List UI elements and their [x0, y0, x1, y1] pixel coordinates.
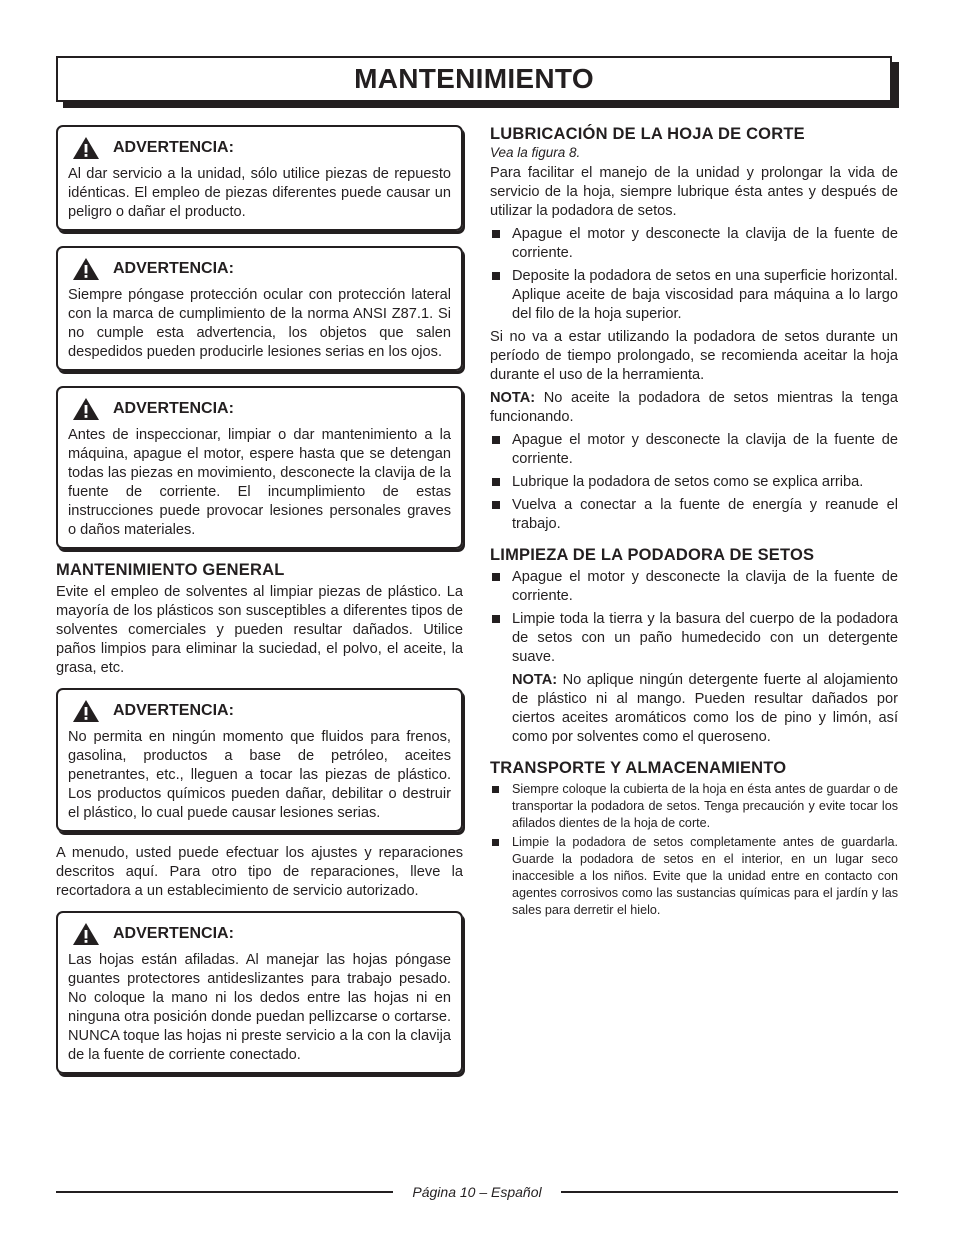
warning-text: Siempre póngase protección ocular con protección lateral con la marca de cumplimiento de la norma ANSI Z87.1. Si no cumple esta advertencia, los objetos que salen despedidos pueden producirle lesiones serias en los ojos.	[68, 287, 451, 360]
transport-steps	[490, 781, 898, 919]
footer-rule-right	[561, 1191, 898, 1193]
bullet-square-icon	[492, 230, 500, 238]
lubrication-note	[490, 389, 898, 427]
page-footer	[56, 1182, 898, 1202]
list-item: Siempre coloque la cubierta de la hoja en ésta antes de guardar o de transportar la podadora de setos. Tenga precaución y evite tocar los afilados dientes de la hoja de corte.	[490, 781, 898, 832]
page-number: Página 10 – Español	[412, 1184, 542, 1200]
bullet-square-icon	[492, 478, 500, 486]
list-item: Limpie la podadora de setos completamente antes de guardarla. Guarde la podadora de setos en el interior, en un lugar seco inaccesible a los niños. Evite que la unidad entre en contacto con agentes corrosivos como las sustancias químicas para el jardín y las sales para derretir el hielo.	[490, 834, 898, 919]
warning-triangle-icon	[72, 257, 100, 281]
page-title-box	[56, 56, 892, 102]
warning-text: No permita en ningún momento que fluidos para frenos, gasolina, productos a base de petróleo, aceites penetrantes, etc., lleguen a tocar las piezas de plástico. Los productos químicos pueden dañar, debilitar o destruir el plástico, lo cual puede causar lesiones serias.	[68, 729, 451, 821]
lubrication-intro: Para facilitar el manejo de la unidad y prolongar la vida de servicio de la hoja, siempre lubrique ésta antes y después de utilizar la podadora de setos.	[490, 165, 898, 219]
note-label: NOTA:	[512, 672, 558, 688]
warning-heading: ADVERTENCIA:	[113, 400, 234, 417]
lubrication-long-text: Si no va a estar utilizando la podadora de setos durante un período de tiempo prolongado, se recomienda aceitar la hoja durante el uso de la herramienta.	[490, 329, 898, 383]
repair-text: A menudo, usted puede efectuar los ajustes y reparaciones descritos aquí. Para otro tipo de reparaciones, lleve la recortadora a un establecimiento de servicio autorizado.	[56, 845, 463, 899]
bullet-square-icon	[492, 573, 500, 581]
lubrication-steps	[490, 225, 898, 324]
note-label: NOTA:	[490, 390, 536, 406]
list-item: Apague el motor y desconecte la clavija de la fuente de corriente.	[490, 568, 898, 606]
list-item: Apague el motor y desconecte la clavija de la fuente de corriente.	[490, 431, 898, 469]
note-text: No aceite la podadora de setos mientras la tenga funcionando.	[490, 390, 898, 425]
list-item: Deposite la podadora de setos en una superficie horizontal. Aplique aceite de baja viscosidad para máquina a lo largo del filo de la hoja superior.	[490, 267, 898, 324]
warning-box-3	[56, 386, 463, 549]
bullet-square-icon	[492, 436, 500, 444]
page-title: MANTENIMIENTO	[354, 63, 594, 94]
bullet-square-icon	[492, 272, 500, 280]
section-heading-transport: TRANSPORTE Y ALMACENAMIENTO	[490, 759, 787, 777]
warning-box-2	[56, 246, 463, 371]
warning-triangle-icon	[72, 136, 100, 160]
warning-box-5	[56, 911, 463, 1074]
warning-triangle-icon	[72, 699, 100, 723]
bullet-square-icon	[492, 501, 500, 509]
warning-box-4	[56, 688, 463, 832]
section-heading-general: MANTENIMIENTO GENERAL	[56, 561, 285, 579]
cleaning-steps	[490, 568, 898, 667]
bullet-square-icon	[492, 786, 499, 793]
right-column	[490, 125, 898, 923]
warning-heading: ADVERTENCIA:	[113, 139, 234, 156]
figure-reference: Vea la figura 8.	[490, 145, 581, 160]
list-item: Lubrique la podadora de setos como se explica arriba.	[490, 473, 898, 492]
warning-heading: ADVERTENCIA:	[113, 260, 234, 277]
bullet-square-icon	[492, 615, 500, 623]
general-text: Evite el empleo de solventes al limpiar piezas de plástico. La mayoría de los plásticos son susceptibles a diferentes tipos de solventes comerciales y pueden resultar dañados. Utilice paños limpios para eliminar la suciedad, el polvo, el aceite, la grasa, etc.	[56, 584, 463, 676]
list-item: Vuelva a conectar a la fuente de energía y reanude el trabajo.	[490, 496, 898, 534]
warning-triangle-icon	[72, 397, 100, 421]
bullet-square-icon	[492, 839, 499, 846]
list-item: Apague el motor y desconecte la clavija de la fuente de corriente.	[490, 225, 898, 263]
left-column	[56, 125, 463, 1089]
warning-heading: ADVERTENCIA:	[113, 925, 234, 942]
section-heading-lubrication: LUBRICACIÓN DE LA HOJA DE CORTE	[490, 125, 805, 143]
warning-triangle-icon	[72, 922, 100, 946]
warning-text: Las hojas están afiladas. Al manejar las hojas póngase guantes protectores antideslizantes para trabajo pesado. No coloque la mano ni los dedos entre las hojas ni en ninguna otra posición donde puedan pellizcarse o cortarse. NUNCA toque las hojas ni preste servicio a la con la clavija de la fuente de corriente conectado.	[68, 952, 451, 1063]
warning-text: Antes de inspeccionar, limpiar o dar mantenimiento a la máquina, apague el motor, espere hasta que se detengan todas las piezas en movimiento, desconecte la clavija de la fuente de corriente. El incumplimiento de estas instrucciones puede provocar lesiones personales graves o daños materiales.	[68, 427, 451, 538]
warning-heading: ADVERTENCIA:	[113, 702, 234, 719]
warning-text: Al dar servicio a la unidad, sólo utilice piezas de repuesto idénticas. El empleo de piezas diferentes puede causar un peligro o dañar el producto.	[68, 166, 451, 220]
footer-rule-left	[56, 1191, 393, 1193]
list-item: Limpie toda la tierra y la basura del cuerpo de la podadora de setos con un paño humedecido con un detergente suave.	[490, 610, 898, 667]
lubrication-steps-2	[490, 431, 898, 534]
note-text: No aplique ningún detergente fuerte al alojamiento de plástico ni al mango. Pueden resultar dañados por ciertos aceites aromáticos como los de pino y limón, así como por solventes como el queroseno.	[512, 672, 898, 745]
section-heading-cleaning: LIMPIEZA DE LA PODADORA DE SETOS	[490, 546, 815, 564]
cleaning-note	[512, 671, 898, 747]
warning-box-1	[56, 125, 463, 231]
